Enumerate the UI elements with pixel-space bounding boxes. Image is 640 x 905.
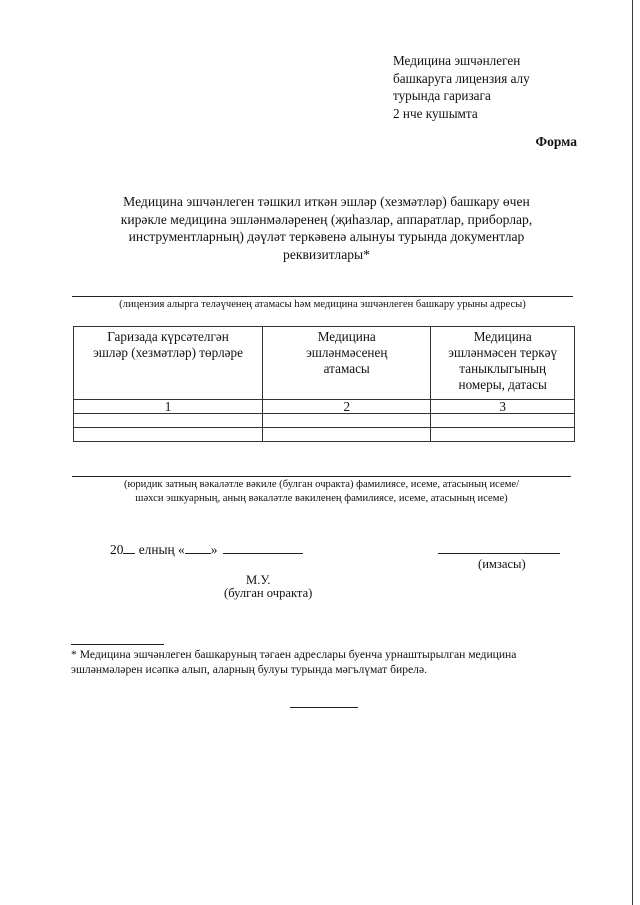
table-row — [74, 414, 575, 428]
form-label: Форма — [535, 134, 577, 149]
header-text: Гаризада күрсәтелгән — [107, 329, 229, 344]
title-line: Медицина эшчәнлеген тәшкил иткән эшләр (хезмәтләр) башкару өчен — [123, 194, 530, 209]
header-text: эшләнмәсен теркәү — [448, 345, 558, 360]
header-product-name — [263, 327, 431, 400]
table-cell[interactable] — [431, 414, 575, 428]
header-text: эшләр (хезмәтләр) төрләре — [93, 345, 243, 360]
column-number: 2 — [263, 400, 431, 414]
year-suffix: елның « — [135, 542, 185, 557]
day-blank[interactable] — [185, 541, 211, 554]
table-cell[interactable] — [74, 428, 263, 442]
representative-caption — [72, 478, 571, 506]
title-line: инструментларның) дәүләт теркәвенә алынуы турында документлар — [128, 229, 525, 244]
header-text: атамасы — [323, 361, 370, 376]
month-blank[interactable] — [223, 541, 303, 554]
table-cell[interactable] — [431, 428, 575, 442]
header-text: эшләнмәсенең — [306, 345, 388, 360]
seal-label: М.У. — [246, 573, 271, 587]
footnote-line: эшләнмәләрен исәпкә алып, аларның булуы турында мәгълүмат бирелә. — [71, 662, 427, 676]
table-row — [74, 428, 575, 442]
document-title — [70, 193, 583, 263]
caption-line: шәхси эшкуарның, аның вәкаләтле вәкиленең фамилиясе, исеме, атасының исеме) — [135, 493, 508, 504]
licensee-fill-line[interactable] — [72, 296, 573, 297]
table-cell[interactable] — [74, 414, 263, 428]
column-number: 3 — [431, 400, 575, 414]
annex-line: турында гаризага — [393, 88, 491, 103]
representative-fill-line[interactable] — [72, 476, 571, 477]
title-line: кирәкле медицина эшләнмәләренең (җиһазлар, аппаратлар, приборлар, — [120, 211, 533, 227]
header-text: номеры, датасы — [458, 377, 547, 392]
year-blank[interactable] — [123, 541, 135, 554]
header-text: Медицина — [317, 329, 376, 344]
header-text: Медицина — [473, 329, 532, 344]
signature-line[interactable] — [438, 553, 560, 554]
year-prefix: 20 — [110, 542, 124, 557]
header-registration-certificate — [431, 327, 575, 400]
footnote-line: * Медицина эшчәнлеген башкаруның тәгаен адреслары буенча урнаштырылган медицина — [71, 648, 517, 661]
title-line: реквизитлары* — [283, 246, 370, 262]
quote-close: » — [210, 542, 218, 557]
table-numbering-row — [74, 400, 575, 414]
annex-line: Медицина эшчәнлеген — [393, 53, 521, 68]
requisites-table — [73, 326, 575, 442]
footnote — [71, 648, 581, 677]
footnote-rule — [71, 644, 164, 645]
end-rule — [290, 707, 358, 708]
annex-header — [393, 52, 530, 122]
caption-line: (юридик затның вәкаләтле вәкиле (булган очракта) фамилиясе, исеме, атасының исеме/ — [123, 479, 520, 490]
signature-label: (имзасы) — [478, 557, 526, 571]
annex-line: 2 нче кушымта — [393, 105, 478, 121]
table-header-row — [74, 327, 575, 400]
table-cell[interactable] — [263, 428, 431, 442]
seal-note: (булган очракта) — [224, 586, 313, 600]
page-edge — [632, 0, 633, 905]
table-cell[interactable] — [263, 414, 431, 428]
header-work-types — [74, 327, 263, 400]
licensee-caption: (лицензия алырга теләүченең атамасы һәм медицина эшчәнлеген башкару урыны адресы) — [119, 299, 526, 310]
date-line — [110, 541, 303, 558]
column-number: 1 — [74, 400, 263, 414]
annex-line: башкаруга лицензия алу — [393, 70, 530, 86]
header-text: таныклыгының — [459, 361, 547, 376]
